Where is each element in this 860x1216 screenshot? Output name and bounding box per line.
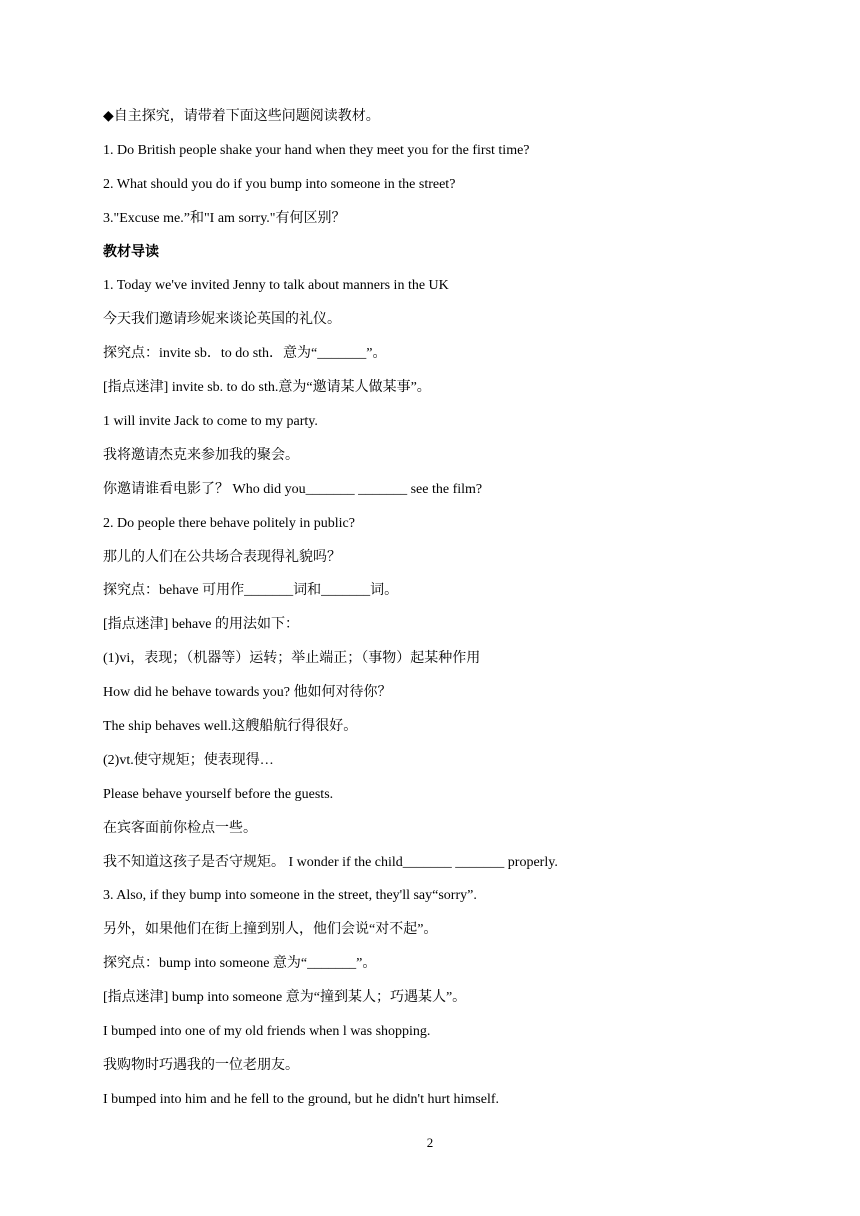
question-2: 2. What should you do if you bump into someone in the street? bbox=[103, 176, 456, 192]
point-2-example-3-translation: 在宾客面前你检点一些。 bbox=[103, 820, 257, 836]
section-heading: 教材导读 bbox=[103, 244, 159, 260]
point-3-explore: 探究点：bump into someone 意为“_______”。 bbox=[103, 956, 377, 972]
point-2-example-3: Please behave yourself before the guests. bbox=[103, 786, 334, 802]
point-3-example-2: I bumped into him and he fell to the ground, but he didn't hurt himself. bbox=[103, 1091, 500, 1107]
point-3-example-1-translation: 我购物时巧遇我的一位老朋友。 bbox=[103, 1057, 299, 1073]
point-2-example-2: The ship behaves well.这艘船航行得很好。 bbox=[103, 719, 358, 735]
point-2-example-1: How did he behave towards you? 他如何对待你？ bbox=[103, 685, 392, 701]
point-1-example: 1 will invite Jack to come to my party. bbox=[103, 414, 318, 430]
point-2-explore: 探究点：behave 可用作_______词和_______词。 bbox=[103, 583, 399, 599]
point-1-sentence: 1. Today we've invited Jenny to talk about manners in the UK bbox=[103, 278, 449, 294]
point-3-example-1: I bumped into one of my old friends when l was shopping. bbox=[103, 1024, 431, 1040]
page-number: 2 bbox=[426, 1135, 434, 1150]
point-2-guide: [指点迷津] behave 的用法如下： bbox=[103, 617, 299, 633]
point-3-translation: 另外，如果他们在街上撞到别人，他们会说“对不起”。 bbox=[103, 922, 438, 938]
point-3-guide: [指点迷津] bump into someone 意为“撞到某人；巧遇某人”。 bbox=[103, 990, 467, 1006]
document-body bbox=[103, 108, 763, 1125]
point-2-usage-1: (1)vi，表现；（机器等）运转；举止端正；（事物）起某种作用 bbox=[103, 651, 481, 667]
point-1-guide: [指点迷津] invite sb. to do sth.意为“邀请某人做某事”。 bbox=[103, 380, 431, 396]
point-2-exercise: 我不知道这孩子是否守规矩。 I wonder if the child_______ _______ properly. bbox=[103, 854, 558, 870]
point-1-example-translation: 我将邀请杰克来参加我的聚会。 bbox=[103, 447, 299, 463]
point-1-exercise: 你邀请谁看电影了？ Who did you_______ _______ see the film? bbox=[103, 481, 483, 497]
question-3: 3."Excuse me.”和"I am sorry."有何区别？ bbox=[103, 210, 346, 226]
point-2-usage-2: (2)vt.使守规矩；使表现得… bbox=[103, 752, 274, 768]
point-3-sentence: 3. Also, if they bump into someone in the street, they'll say“sorry”. bbox=[103, 888, 477, 904]
point-2-sentence: 2. Do people there behave politely in public? bbox=[103, 515, 355, 531]
point-2-translation: 那儿的人们在公共场合表现得礼貌吗？ bbox=[103, 549, 341, 565]
point-1-translation: 今天我们邀请珍妮来谈论英国的礼仪。 bbox=[103, 312, 341, 328]
intro-instruction: ◆自主探究，请带着下面这些问题阅读教材。 bbox=[103, 109, 380, 124]
question-1: 1. Do British people shake your hand when they meet you for the first time? bbox=[103, 142, 530, 158]
point-1-explore: 探究点：invite sb．to do sth．意为“_______”。 bbox=[103, 346, 387, 362]
